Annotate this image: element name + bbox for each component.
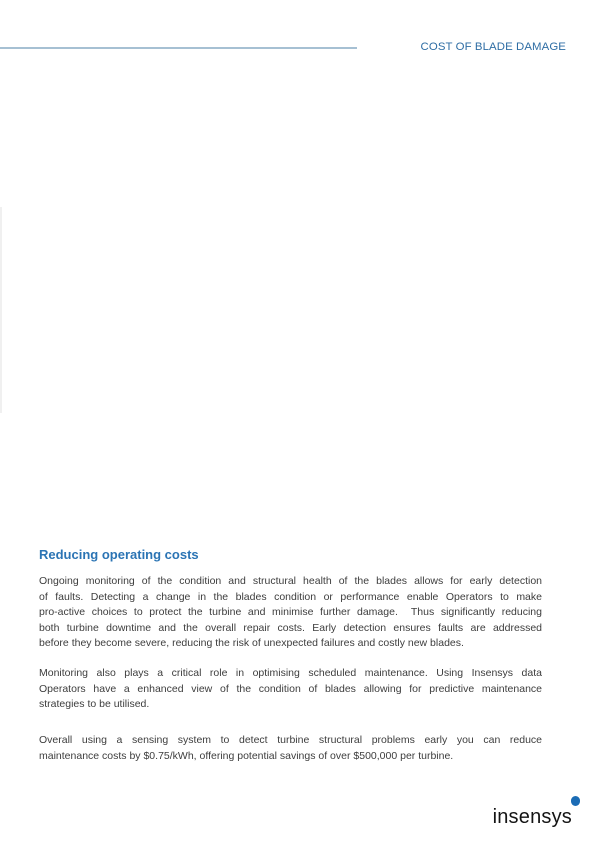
text-line: maintenance costs by $0.75/kWh, offering potential savings of over $500,000 per turbine. bbox=[39, 749, 454, 762]
header-rule bbox=[0, 47, 357, 49]
page-header-title: COST OF BLADE DAMAGE bbox=[420, 41, 566, 53]
logo-dot-icon bbox=[571, 796, 581, 806]
text-line: of faults. Detecting a change in the blades condition or performance enable Operators to make bbox=[39, 590, 542, 603]
text-line: Overall using a sensing system to detect turbine structural problems early you can reduce bbox=[39, 734, 542, 746]
paragraph-scheduled-maintenance bbox=[39, 666, 542, 713]
insensys-logo bbox=[440, 796, 580, 840]
text-line: before they become severe, reducing the risk of unexpected failures and costly new blades. bbox=[39, 637, 464, 649]
text-line: pro-active choices to protect the turbine and minimise further damage. Thus significantly reducing bbox=[39, 606, 542, 618]
logo-text: insensys bbox=[492, 806, 572, 828]
text-line: Monitoring also plays a critical role in optimising scheduled maintenance. Using Insensys data bbox=[39, 667, 542, 679]
text-line: Ongoing monitoring of the condition and structural health of the blades allows for early detection bbox=[39, 575, 542, 587]
section-heading: Reducing operating costs bbox=[39, 547, 199, 562]
paragraph-early-detection bbox=[39, 574, 542, 652]
text-line: strategies to be utilised. bbox=[39, 698, 150, 710]
text-line: Operators have a enhanced view of the condition of blades allowing for predictive maintenance bbox=[39, 682, 542, 695]
text-line: both turbine downtime and the overall repair costs. Early detection ensures faults are addressed bbox=[39, 621, 542, 634]
paragraph-cost-savings bbox=[39, 733, 542, 764]
left-edge-image-artifact bbox=[0, 207, 2, 413]
